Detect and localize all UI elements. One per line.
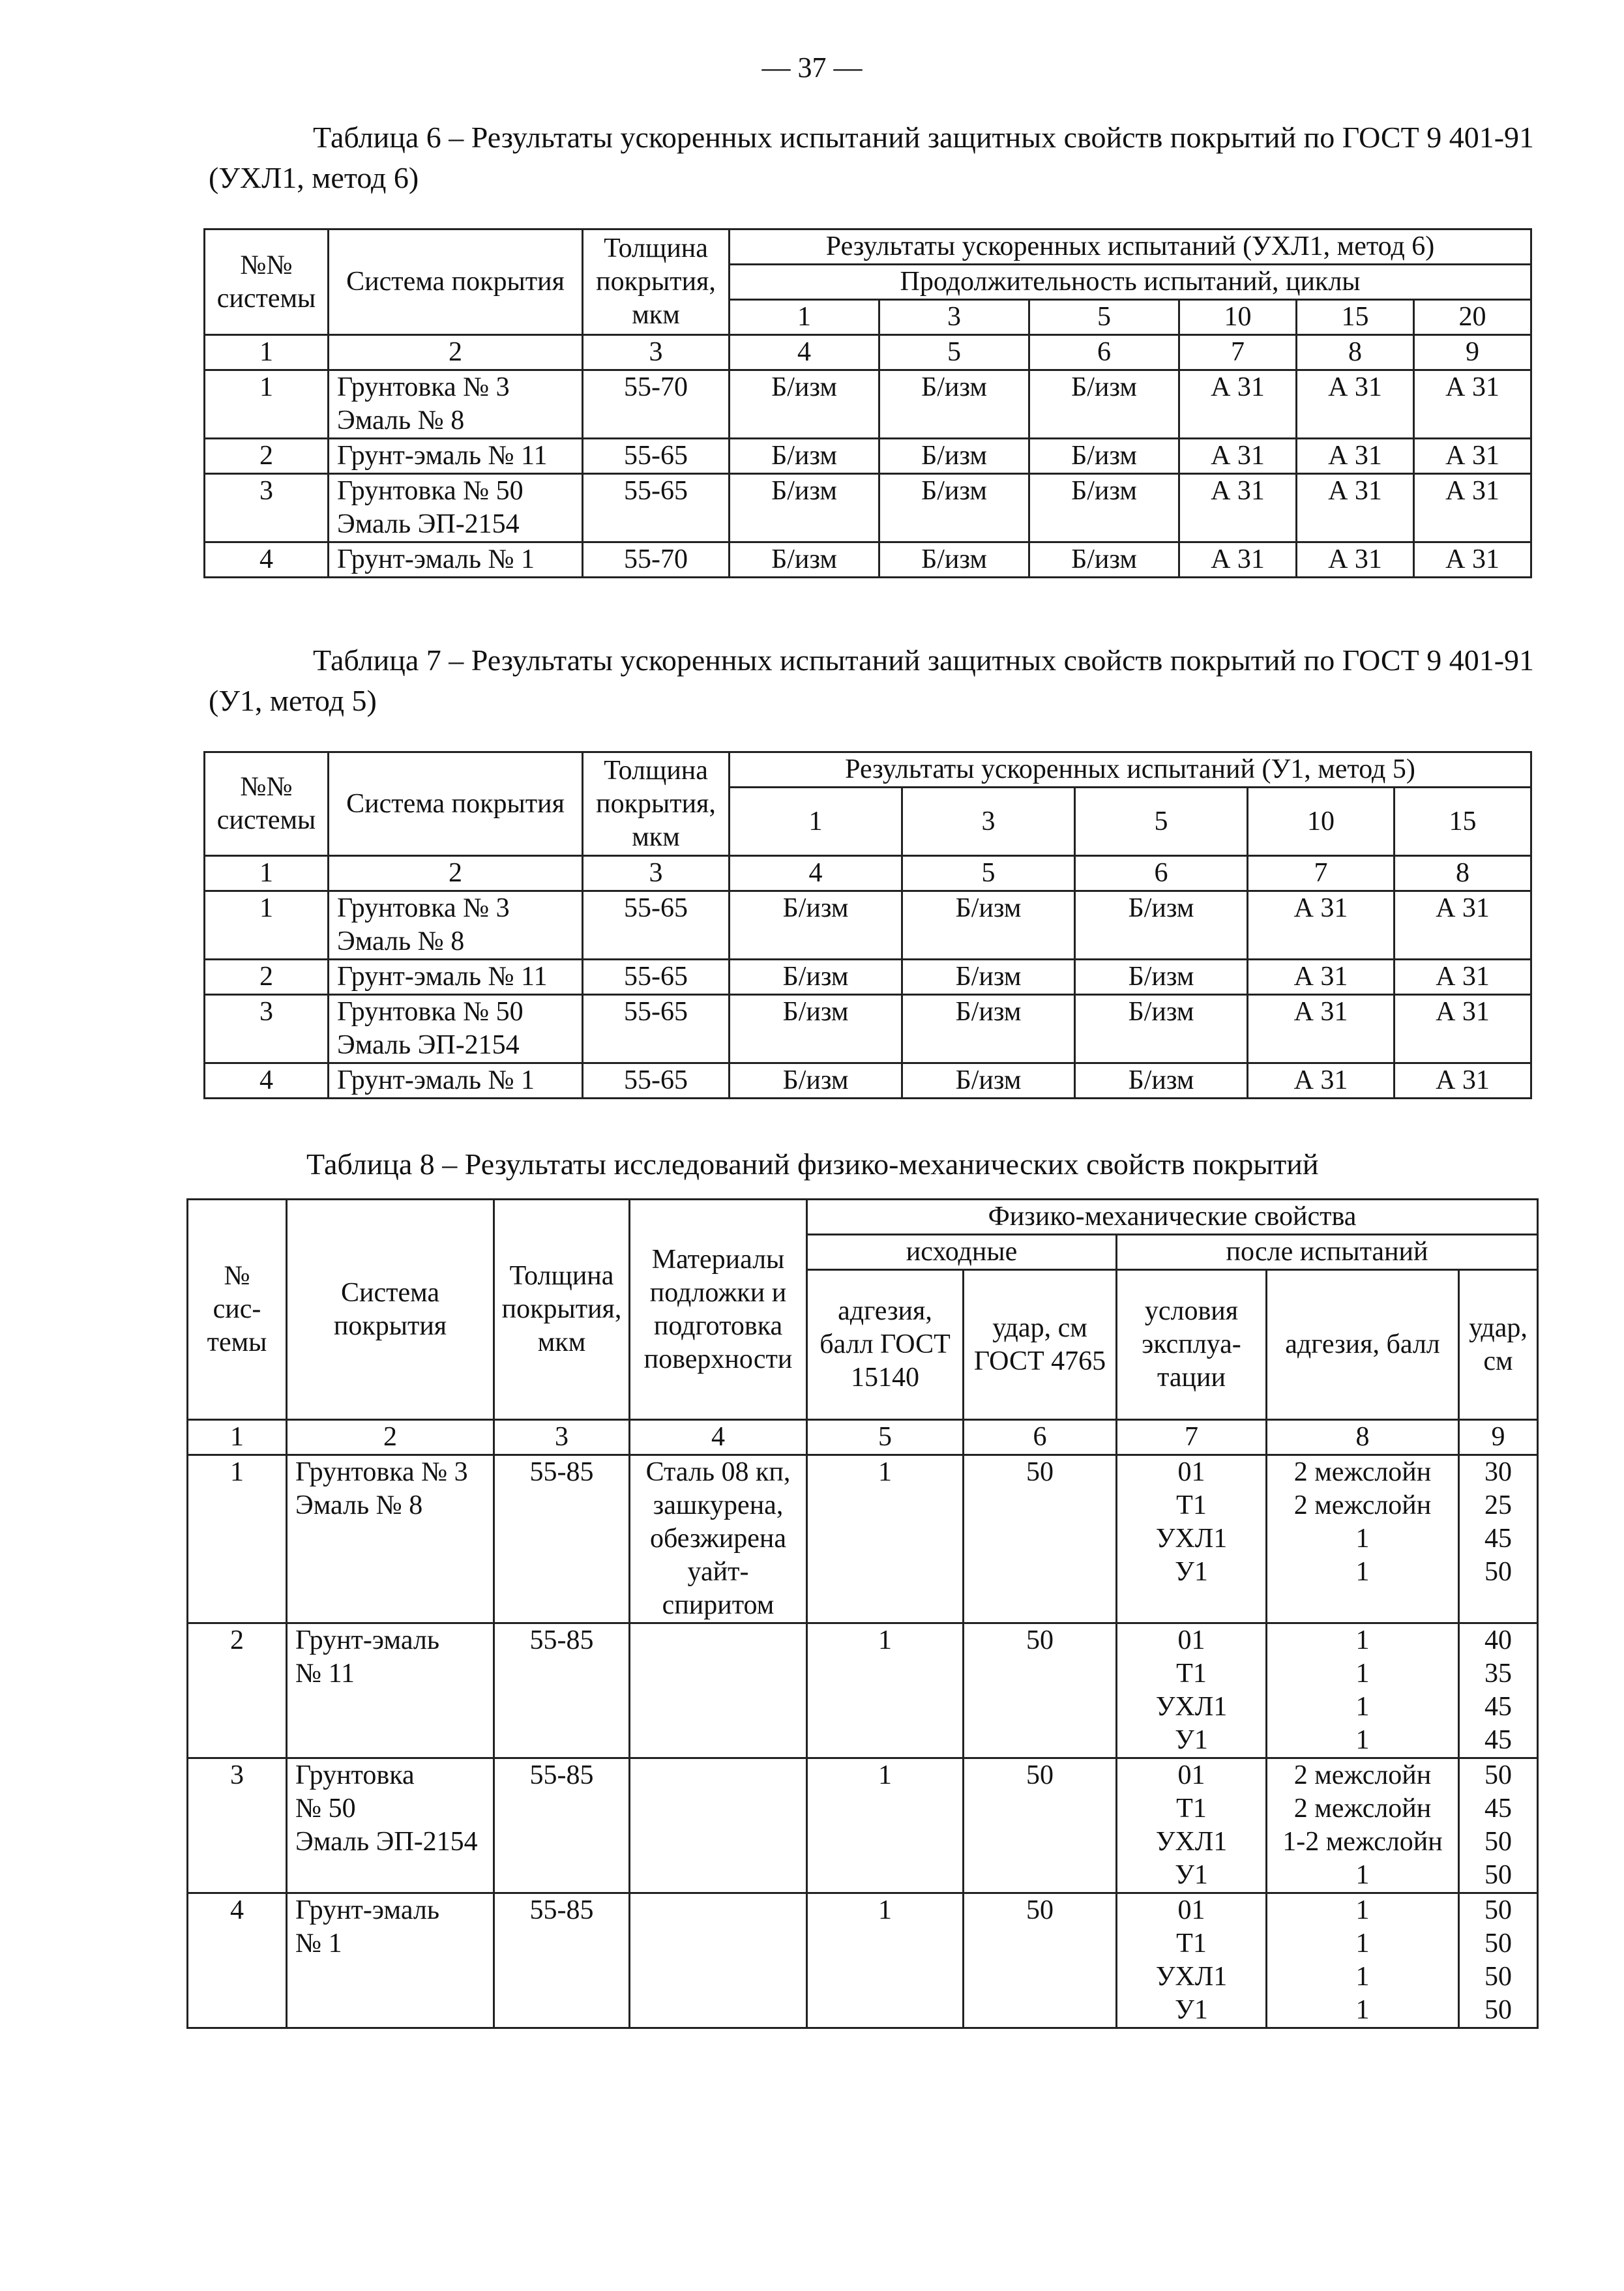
column-numbers-row (205, 335, 1531, 370)
column-number: 5 (807, 1420, 964, 1455)
thickness-cell: 55-85 (494, 1893, 630, 2028)
header-cycle: 3 (902, 788, 1075, 856)
column-number: 7 (1117, 1420, 1267, 1455)
column-number: 6 (1075, 856, 1248, 891)
impact-initial-cell: 50 (964, 1623, 1117, 1758)
column-number: 4 (730, 856, 902, 891)
result-cell: А 31 (1297, 370, 1414, 439)
column-number: 2 (329, 335, 583, 370)
column-number: 7 (1179, 335, 1297, 370)
column-number: 1 (188, 1420, 287, 1455)
result-cell: Б/изм (730, 370, 879, 439)
header-initial: исходные (807, 1235, 1117, 1270)
column-number: 1 (205, 335, 329, 370)
system-number-cell: 1 (205, 891, 329, 960)
header-results: Результаты ускоренных испытаний (УХЛ1, метод 6) (730, 229, 1531, 265)
header-thickness: Толщина покрытия, мкм (494, 1200, 630, 1420)
result-cell: Б/изм (1029, 370, 1179, 439)
result-cell: А 31 (1248, 995, 1395, 1063)
coating-system-cell: Грунт-эмаль № 11 (287, 1623, 494, 1758)
result-cell: А 31 (1414, 474, 1531, 542)
thickness-cell: 55-65 (583, 995, 730, 1063)
result-cell: Б/изм (902, 1063, 1075, 1099)
impact-after-cell: 30 25 45 50 (1459, 1455, 1538, 1623)
result-cell: Б/изм (1029, 474, 1179, 542)
table6-caption: Таблица 6 – Результаты ускоренных испытаний защитных свойств покрытий по ГОСТ 9 401-91 (УХЛ1, метод 6) (209, 121, 1535, 194)
header-cycle: 10 (1179, 300, 1297, 335)
result-cell: А 31 (1248, 960, 1395, 995)
column-number: 9 (1459, 1420, 1538, 1455)
header-system-no: №№ системы (205, 229, 329, 335)
header-cycle: 5 (1075, 788, 1248, 856)
result-cell: Б/изм (902, 891, 1075, 960)
result-cell: Б/изм (879, 439, 1029, 474)
column-number: 2 (287, 1420, 494, 1455)
thickness-cell: 55-65 (583, 891, 730, 960)
impact-after-cell: 50 50 50 50 (1459, 1893, 1538, 2028)
thickness-cell: 55-65 (583, 960, 730, 995)
result-cell: Б/изм (902, 960, 1075, 995)
impact-initial-cell: 50 (964, 1758, 1117, 1893)
adhesion-initial-cell: 1 (807, 1758, 964, 1893)
table7-caption: Таблица 7 – Результаты ускоренных испытаний защитных свойств покрытий по ГОСТ 9 401-91 (У1, метод 5) (209, 643, 1535, 717)
table-row (205, 960, 1531, 995)
coating-system-cell: Грунт-эмаль № 11 (329, 439, 583, 474)
column-number: 8 (1267, 1420, 1459, 1455)
column-number: 4 (630, 1420, 807, 1455)
thickness-cell: 55-70 (583, 370, 730, 439)
header-system-no: № сис- темы (188, 1200, 287, 1420)
coating-system-cell: Грунтовка № 3 Эмаль № 8 (287, 1455, 494, 1623)
result-cell: А 31 (1248, 1063, 1395, 1099)
result-cell: Б/изм (1075, 891, 1248, 960)
result-cell: Б/изм (730, 1063, 902, 1099)
result-cell: Б/изм (1029, 439, 1179, 474)
column-number: 6 (1029, 335, 1179, 370)
header-cycle: 1 (730, 788, 902, 856)
result-cell: Б/изм (1075, 1063, 1248, 1099)
header-cycle: 15 (1297, 300, 1414, 335)
table7 (203, 751, 1532, 1099)
thickness-cell: 55-65 (583, 474, 730, 542)
adhesion-initial-cell: 1 (807, 1893, 964, 2028)
result-cell: Б/изм (730, 439, 879, 474)
result-cell: Б/изм (730, 542, 879, 578)
system-number-cell: 3 (205, 995, 329, 1063)
operating-conditions-cell: 01 Т1 УХЛ1 У1 (1117, 1455, 1267, 1623)
result-cell: А 31 (1297, 439, 1414, 474)
column-number: 3 (583, 335, 730, 370)
thickness-cell: 55-85 (494, 1758, 630, 1893)
table-row (188, 1623, 1538, 1758)
result-cell: А 31 (1179, 474, 1297, 542)
header-results: Результаты ускоренных испытаний (У1, метод 5) (730, 752, 1531, 788)
header-impact-initial: удар, см ГОСТ 4765 (964, 1270, 1117, 1420)
result-cell: Б/изм (879, 474, 1029, 542)
header-cycle: 5 (1029, 300, 1179, 335)
result-cell: Б/изм (730, 891, 902, 960)
result-cell: А 31 (1297, 542, 1414, 578)
thickness-cell: 55-65 (583, 1063, 730, 1099)
substrate-material-cell (630, 1758, 807, 1893)
result-cell: Б/изм (1075, 995, 1248, 1063)
coating-system-cell: Грунтовка № 50 Эмаль ЭП-2154 (329, 995, 583, 1063)
table-row (205, 474, 1531, 542)
system-number-cell: 3 (188, 1758, 287, 1893)
table8 (186, 1198, 1539, 2029)
impact-after-cell: 40 35 45 45 (1459, 1623, 1538, 1758)
table-row (205, 995, 1531, 1063)
thickness-cell: 55-85 (494, 1455, 630, 1623)
adhesion-after-cell: 2 межслойн 2 межслойн 1 1 (1267, 1455, 1459, 1623)
header-cycle: 15 (1395, 788, 1531, 856)
column-number: 8 (1297, 335, 1414, 370)
column-number: 3 (494, 1420, 630, 1455)
table7-body (205, 891, 1531, 1099)
header-after-tests: после испытаний (1117, 1235, 1538, 1270)
table-row (205, 891, 1531, 960)
coating-system-cell: Грунтовка № 50 Эмаль ЭП-2154 (287, 1758, 494, 1893)
system-number-cell: 1 (188, 1455, 287, 1623)
system-number-cell: 4 (188, 1893, 287, 2028)
result-cell: А 31 (1414, 439, 1531, 474)
column-number: 2 (329, 856, 583, 891)
header-operating-conditions: условия эксплуа-тации (1117, 1270, 1267, 1420)
impact-after-cell: 50 45 50 50 (1459, 1758, 1538, 1893)
table-row (205, 439, 1531, 474)
header-cycle: 3 (879, 300, 1029, 335)
system-number-cell: 2 (205, 439, 329, 474)
column-number: 3 (583, 856, 730, 891)
column-number: 6 (964, 1420, 1117, 1455)
adhesion-initial-cell: 1 (807, 1623, 964, 1758)
table8-body (188, 1455, 1538, 2028)
result-cell: Б/изм (730, 995, 902, 1063)
column-numbers-row (205, 856, 1531, 891)
header-physical-properties: Физико-механические свойства (807, 1200, 1538, 1235)
operating-conditions-cell: 01 Т1 УХЛ1 У1 (1117, 1623, 1267, 1758)
system-number-cell: 2 (188, 1623, 287, 1758)
system-number-cell: 4 (205, 1063, 329, 1099)
impact-initial-cell: 50 (964, 1455, 1117, 1623)
coating-system-cell: Грунтовка № 50 Эмаль ЭП-2154 (329, 474, 583, 542)
result-cell: Б/изм (730, 474, 879, 542)
page-number: — 37 — (761, 52, 863, 83)
adhesion-after-cell: 1 1 1 1 (1267, 1893, 1459, 2028)
header-adhesion-initial: адгезия, балл ГОСТ 15140 (807, 1270, 964, 1420)
result-cell: А 31 (1414, 542, 1531, 578)
substrate-material-cell (630, 1893, 807, 2028)
coating-system-cell: Грунт-эмаль № 1 (329, 542, 583, 578)
substrate-material-cell: Сталь 08 кп, зашкурена, обезжирена уайт- спиритом (630, 1455, 807, 1623)
impact-initial-cell: 50 (964, 1893, 1117, 2028)
table6-body (205, 370, 1531, 578)
result-cell: Б/изм (879, 370, 1029, 439)
column-number: 4 (730, 335, 879, 370)
result-cell: Б/изм (1075, 960, 1248, 995)
table8-caption: Таблица 8 – Результаты исследований физико-механических свойств покрытий (306, 1147, 1319, 1181)
substrate-material-cell (630, 1623, 807, 1758)
result-cell: Б/изм (1029, 542, 1179, 578)
table6 (203, 228, 1532, 578)
adhesion-after-cell: 1 1 1 1 (1267, 1623, 1459, 1758)
coating-system-cell: Грунтовка № 3 Эмаль № 8 (329, 891, 583, 960)
coating-system-cell: Грунт-эмаль № 1 (287, 1893, 494, 2028)
table-row (205, 370, 1531, 439)
header-adhesion-after: адгезия, балл (1267, 1270, 1459, 1420)
result-cell: А 31 (1179, 439, 1297, 474)
system-number-cell: 3 (205, 474, 329, 542)
header-materials: Материалы подложки и подготовка поверхности (630, 1200, 807, 1420)
coating-system-cell: Грунт-эмаль № 1 (329, 1063, 583, 1099)
system-number-cell: 1 (205, 370, 329, 439)
header-coating-system: Система покрытия (287, 1200, 494, 1420)
table-row (205, 1063, 1531, 1099)
column-number: 7 (1248, 856, 1395, 891)
result-cell: А 31 (1395, 960, 1531, 995)
result-cell: Б/изм (730, 960, 902, 995)
result-cell: Б/изм (879, 542, 1029, 578)
column-numbers-row (188, 1420, 1538, 1455)
header-cycle: 20 (1414, 300, 1531, 335)
coating-system-cell: Грунт-эмаль № 11 (329, 960, 583, 995)
column-number: 5 (902, 856, 1075, 891)
result-cell: А 31 (1248, 891, 1395, 960)
header-thickness: Толщина покрытия, мкм (583, 229, 730, 335)
system-number-cell: 2 (205, 960, 329, 995)
adhesion-initial-cell: 1 (807, 1455, 964, 1623)
result-cell: А 31 (1179, 542, 1297, 578)
thickness-cell: 55-65 (583, 439, 730, 474)
header-cycle: 1 (730, 300, 879, 335)
table-row (188, 1455, 1538, 1623)
table-row (188, 1893, 1538, 2028)
result-cell: А 31 (1395, 995, 1531, 1063)
table-row (205, 542, 1531, 578)
result-cell: А 31 (1297, 474, 1414, 542)
column-number: 8 (1395, 856, 1531, 891)
column-number: 9 (1414, 335, 1531, 370)
table-row (188, 1758, 1538, 1893)
result-cell: А 31 (1179, 370, 1297, 439)
operating-conditions-cell: 01 Т1 УХЛ1 У1 (1117, 1758, 1267, 1893)
header-cycle: 10 (1248, 788, 1395, 856)
column-number: 1 (205, 856, 329, 891)
header-duration: Продолжительность испытаний, циклы (730, 265, 1531, 300)
coating-system-cell: Грунтовка № 3 Эмаль № 8 (329, 370, 583, 439)
header-coating-system: Система покрытия (329, 752, 583, 856)
header-coating-system: Система покрытия (329, 229, 583, 335)
result-cell: А 31 (1395, 1063, 1531, 1099)
thickness-cell: 55-85 (494, 1623, 630, 1758)
column-number: 5 (879, 335, 1029, 370)
result-cell: Б/изм (902, 995, 1075, 1063)
result-cell: А 31 (1395, 891, 1531, 960)
thickness-cell: 55-70 (583, 542, 730, 578)
result-cell: А 31 (1414, 370, 1531, 439)
header-impact-after: удар, см (1459, 1270, 1538, 1420)
adhesion-after-cell: 2 межслойн 2 межслойн 1-2 межслойн 1 (1267, 1758, 1459, 1893)
operating-conditions-cell: 01 Т1 УХЛ1 У1 (1117, 1893, 1267, 2028)
header-thickness: Толщина покрытия, мкм (583, 752, 730, 856)
system-number-cell: 4 (205, 542, 329, 578)
header-system-no: №№ системы (205, 752, 329, 856)
